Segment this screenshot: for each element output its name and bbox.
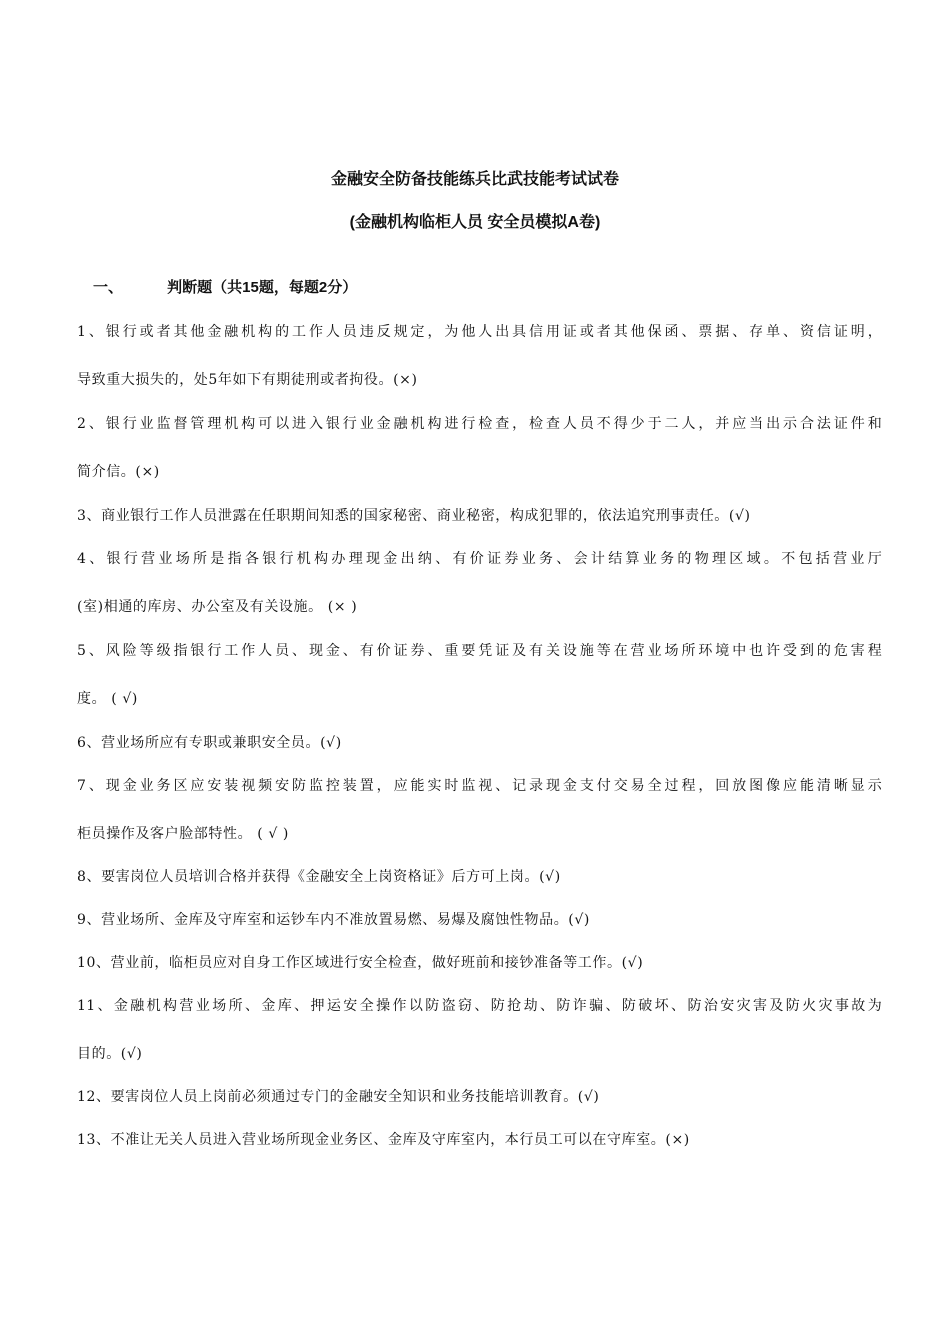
question-line: 目的。(√) <box>77 1046 143 1062</box>
question-line: 5、风险等级指银行工作人员、现金、有价证券、重要凭证及有关设施等在营业场所环境中也许受到的危害程 <box>77 643 882 659</box>
section-title: 判断题（共15题，每题2分） <box>167 279 358 296</box>
question-line: 4、银行营业场所是指各银行机构办理现金出纳、有价证券业务、会计结算业务的物理区域。不包括营业厅 <box>77 551 882 567</box>
question-line: 柜员操作及客户脸部特性。 ( √ ) <box>77 826 289 842</box>
question-line: 导致重大损失的，处5年如下有期徒刑或者拘役。(×) <box>77 372 418 388</box>
question-line: 2、银行业监督管理机构可以进入银行业金融机构进行检查，检查人员不得少于二人，并应当出示合法证件和 <box>77 416 882 432</box>
question-line: 9、营业场所、金库及守库室和运钞车内不准放置易燃、易爆及腐蚀性物品。(√) <box>77 912 590 928</box>
question-line: 11、金融机构营业场所、金库、押运安全操作以防盗窃、防抢劫、防诈骗、防破坏、防治安灾害及防火灾事故为 <box>77 998 882 1014</box>
question-line: 1、银行或者其他金融机构的工作人员违反规定，为他人出具信用证或者其他保函、票据、存单、资信证明， <box>77 324 882 340</box>
question-line: 13、不准让无关人员进入营业场所现金业务区、金库及守库室内，本行员工可以在守库室。(×) <box>77 1132 690 1148</box>
section-heading <box>93 276 357 297</box>
question-line: 度。 ( √) <box>77 691 138 707</box>
question-line: (室)相通的库房、办公室及有关设施。 (× ) <box>77 599 358 615</box>
question-line: 3、商业银行工作人员泄露在任职期间知悉的国家秘密、商业秘密，构成犯罪的，依法追究刑事责任。(√) <box>77 508 751 524</box>
question-line: 12、要害岗位人员上岗前必须通过专门的金融安全知识和业务技能培训教育。(√) <box>77 1089 600 1105</box>
question-line: 6、营业场所应有专职或兼职安全员。(√) <box>77 735 342 751</box>
question-line: 7、现金业务区应安装视频安防监控装置，应能实时监视、记录现金支付交易全过程，回放图像应能清晰显示 <box>77 778 882 794</box>
section-number: 一、 <box>93 279 124 296</box>
document-subtitle: (金融机构临柜人员 安全员模拟A卷) <box>349 214 601 231</box>
question-line: 8、要害岗位人员培训合格并获得《金融安全上岗资格证》后方可上岗。(√) <box>77 869 561 885</box>
question-line: 10、营业前，临柜员应对自身工作区域进行安全检查，做好班前和接钞准备等工作。(√) <box>77 955 644 971</box>
document-title: 金融安全防备技能练兵比武技能考试试卷 <box>330 171 619 188</box>
question-line: 简介信。(×) <box>77 464 160 480</box>
